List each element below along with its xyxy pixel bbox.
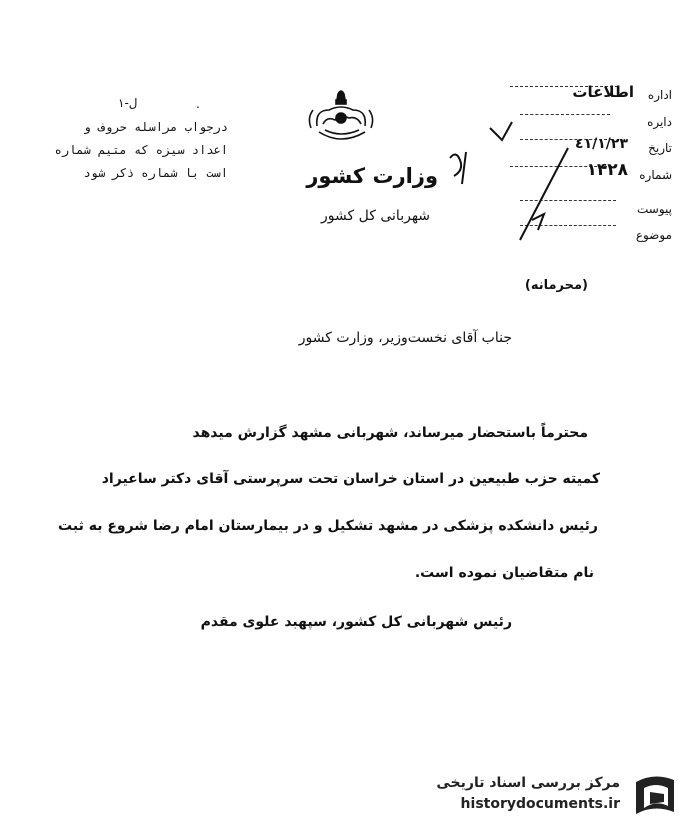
watermark [416,772,686,820]
signature-line: رئیس شهربانی کل کشور، سپهبد علوی مقدم [200,614,512,630]
reference-line: اعداد سیزه که متیم شماره [54,143,228,157]
form-label-office: اداره [647,88,672,102]
form-label-date: تاریخ [648,141,672,155]
watermark-url: historydocuments.ir [460,796,620,812]
addressee-line: جناب آقای نخست‌وزیر، وزارت کشور [298,330,512,346]
form-label-attachment: پیوست [637,202,672,216]
body-line: کمیته حزب طبیعین در استان خراسان تحت سرپرستی آقای دکتر ساعیراد [101,471,600,487]
date-value: ٤١/١/٢٣ [575,136,628,152]
form-label-section: دایره [647,115,672,129]
body-line: نام متقاضیان نموده است. [414,565,594,581]
reference-line: درجواب مراسله حروف و [83,120,228,134]
ministry-title: وزارت کشور [306,164,438,188]
form-label-number: شماره [639,168,672,182]
lion-and-sun-emblem-icon [305,88,377,148]
directorate-title: شهربانی کل کشور [321,208,430,224]
reference-code: ل-١ [118,96,138,110]
reference-dot: . [196,97,200,111]
book-logo-icon [630,772,680,818]
watermark-name: مرکز بررسی اسناد تاریخی [436,775,620,791]
body-line: محترماً باستحضار میرساند، شهربانی مشهد گزارش میدهد [192,425,588,441]
body-line: رئیس دانشکده پزشکی در مشهد تشکیل و در بیمارستان امام رضا شروع به ثبت [58,518,598,534]
confidential-label: (محرمانه) [524,278,588,293]
reference-line: است با شماره ذکر شود [83,166,228,180]
form-label-subject: موضوع [635,228,672,242]
number-value: ۱۴۲۸ [586,160,628,180]
handwritten-marks [440,110,590,250]
office-value: اطلاعات [572,83,634,101]
